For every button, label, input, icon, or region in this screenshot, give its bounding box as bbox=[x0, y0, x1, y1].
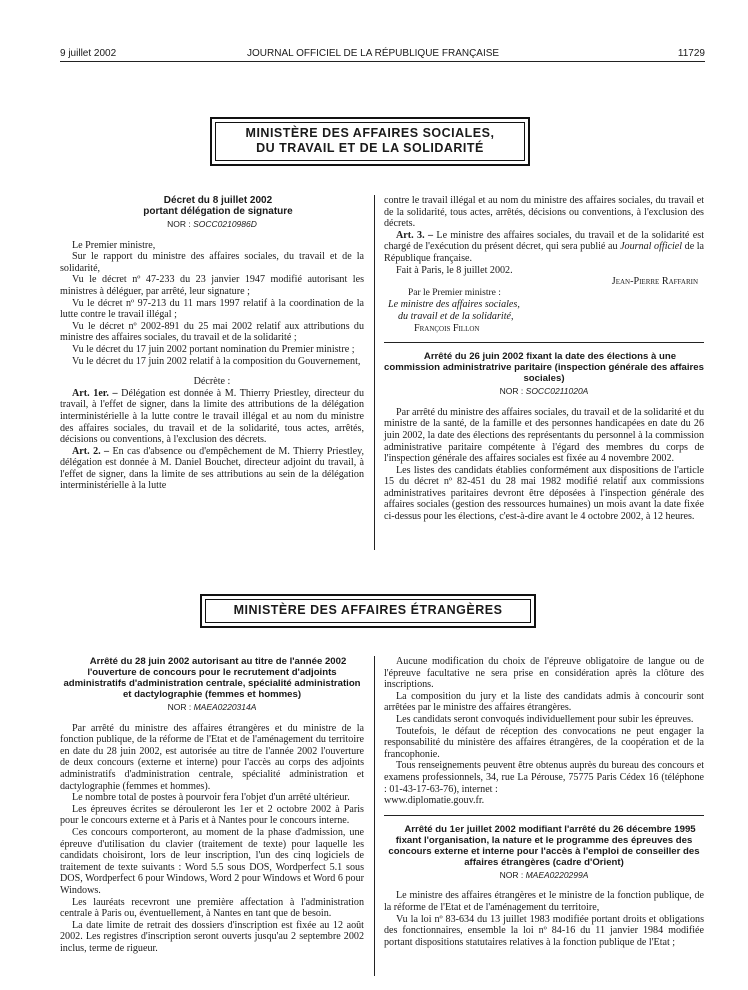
decret-fait: Fait à Paris, le 8 juillet 2002. bbox=[396, 264, 513, 276]
decret-paragraph: Vu le décret nº 2002-891 du 25 mai 2002 relatif aux attributions du ministre des affaires sociales, du travail et de la solidarité ; bbox=[60, 320, 364, 344]
decret-right-column bbox=[384, 195, 704, 523]
decret-title-line2: portant délégation de signature bbox=[143, 206, 293, 217]
decret-article-3: Art. 3. – Le ministre des affaires sociales, du travail et de la solidarité est chargé de l'exécution du présent décret, qui sera publié au Journal officiel de la République française. bbox=[384, 229, 705, 264]
arrete-conseiller-title: Arrêté du 1er juillet 2002 modifiant l'arrêté du 26 décembre 1995 fixant l'organisation, la nature et le programme des épreuves des concours externe et interne pour l'accès à l'emploi de conseiller des affaires étrangères (cadre d'Orient) bbox=[388, 823, 700, 868]
arrete-concours-paragraph: Les candidats seront convoqués individuellement pour subir les épreuves. bbox=[396, 713, 694, 725]
decret-article-1: Art. 1er. – Délégation est donnée à M. Thierry Priestley, directeur du travail, à l'effet de signer, dans la limite des attributions de la délégation interministérielle à la lutte contre le travail illégal et au nom du ministre des affaires sociales, du travail et de la solidarité, tous actes, arrêtés, décisions ou conventions, à l'exclusion des décrets. bbox=[60, 387, 364, 446]
ministry-title: MINISTÈRE DES AFFAIRES ÉTRANGÈRES bbox=[233, 603, 503, 617]
signatory-minister-line1: Le ministre des affaires sociales, bbox=[388, 299, 520, 311]
signatory-par: Par le Premier ministre : bbox=[408, 287, 501, 298]
arrete-conseiller-nor: NOR : MAEA0220299A bbox=[499, 869, 589, 880]
section-separator bbox=[384, 815, 704, 816]
arrete-elections-paragraph: Les listes des candidats établies conformément aux dispositions de l'article 15 du décret nº 82-451 du 28 mai 1982 modifié relatif aux commissions administratives paritaires devront être déposées à l'inspection générale des affaires sociales (gestion des ressources humaines) un mois avant la date fixée ci-dessus pour les élections, c'est-à-dire avant le 4 octobre 2002, à 12 heures. bbox=[384, 464, 704, 523]
ministry-box-social-affairs bbox=[210, 117, 530, 166]
column-divider bbox=[374, 195, 375, 550]
arrete-concours-paragraph: Toutefois, le défaut de réception des convocations ne peut engager la responsabilité du ministère des affaires étrangères, de la coopération et de la francophonie. bbox=[384, 725, 704, 760]
decret-nor: NOR : SOCC0210986D bbox=[167, 219, 257, 229]
arrete-conseiller-paragraph: Le ministre des affaires étrangères et le ministre de la fonction publique, de la réforme de l'Etat et de l'aménagement du territoire, bbox=[384, 890, 704, 913]
decret-title-line1: Décret du 8 juillet 2002 bbox=[163, 195, 273, 206]
arrete-concours-paragraph: Les lauréats recevront une première affectation à l'administration centrale à Paris ou, éventuellement, à Nantes en tant que de besoin. bbox=[60, 896, 364, 920]
signatory-minister-line2: du travail et de la solidarité, bbox=[398, 310, 514, 322]
decret-article-2-continued: contre le travail illégal et au nom du ministre des affaires sociales, du travail et de la solidarité, tous actes, arrêtés, décisions ou conventions, à l'exclusion des décrets. bbox=[384, 195, 704, 230]
arrete-concours-paragraph: La composition du jury et la liste des candidats admis à concourir sont arrêtées par le ministre des affaires étrangères. bbox=[384, 690, 704, 714]
arrete-concours-paragraph: La date limite de retrait des dossiers d'inscription est fixée au 12 août 2002. Les registres d'inscription seront ouverts jusqu'au 2 septembre 2002 inclus, terme de rigueur. bbox=[60, 919, 364, 954]
decret-paragraph: Vu le décret du 17 juin 2002 portant nomination du Premier ministre ; bbox=[72, 343, 355, 355]
arrete-concours-paragraph: Le nombre total de postes à pourvoir fera l'objet d'un arrêté ultérieur. bbox=[72, 792, 350, 804]
ministry-title-line2: DU TRAVAIL ET DE LA SOLIDARITÉ bbox=[256, 141, 484, 155]
arrete-concours-nor: NOR : MAEA0220314A bbox=[167, 702, 257, 712]
arrete-concours-paragraph: Par arrêté du ministre des affaires étrangères et du ministre de la fonction publique, de la réforme de l'Etat et de l'aménagement du territoire en date du 28 juin 2002, est autorisée au titre de l'année 2002 l'ouverture de deux concours (externe et interne) pour l'accès au corps des adjoints administratifs d'administration centrale, spécialité administration et dactylographie (femmes et hommes). bbox=[60, 722, 364, 792]
header-page-number: 11729 bbox=[677, 48, 705, 59]
header-rule bbox=[60, 61, 705, 62]
decret-paragraph: Vu le décret nº 97-213 du 11 mars 1997 relatif à la coordination de la lutte contre le travail illégal ; bbox=[60, 297, 364, 321]
decret-left-column bbox=[60, 195, 364, 492]
header-date: 9 juillet 2002 bbox=[60, 48, 117, 59]
ministry-title-line1: MINISTÈRE DES AFFAIRES SOCIALES, bbox=[245, 126, 495, 140]
ministry-box-foreign-affairs bbox=[200, 594, 536, 628]
arrete-concours-title: Arrêté du 28 juin 2002 autorisant au titre de l'année 2002 l'ouverture de concours pour le recrutement d'adjoints administratifs d'administration centrale, spécialité administration et dactylographie (femmes et hommes) bbox=[63, 656, 361, 700]
arrete-concours-paragraph: Aucune modification du choix de l'épreuve obligatoire de langue ou de l'épreuve facultative ne sera prise en considération après la clôture des inscriptions. bbox=[384, 656, 704, 691]
arrete-elections-nor: NOR : SOCC0211020A bbox=[499, 386, 589, 397]
arrete-concours-paragraph: Les épreuves écrites se dérouleront les 1er et 2 octobre 2002 à Paris pour le concours externe et à Paris et à Nantes pour le concours interne. bbox=[60, 803, 364, 827]
signatory-prime-minister: Jean-Pierre Raffarin bbox=[611, 276, 698, 288]
decret-article-2: Art. 2. – En cas d'absence ou d'empêchement de M. Thierry Priestley, délégation est donnée à M. Daniel Bouchet, directeur adjoint du travail, à l'effet de signer, dans la limite de ses attributions au sein de la délégation interministérielle à la lutte bbox=[60, 445, 364, 492]
arrete-concours-paragraph: Tous renseignements peuvent être obtenus auprès du bureau des concours et examens professionnels, 34, rue La Pérouse, 75775 Paris Cédex 16 (téléphone : 01-43-17-63-76), internet : bbox=[384, 760, 704, 795]
arrete-concours-column bbox=[60, 656, 364, 954]
decret-paragraph: Le Premier ministre, bbox=[72, 239, 156, 251]
arrete-conseiller-paragraph: Vu la loi nº 83-634 du 13 juillet 1983 modifiée portant droits et obligations des fonctionnaires, ensemble la loi nº 84-16 du 11 janvier 1984 modifiée portant dispositions statutaires relatives à la fonction publique de l'Etat ; bbox=[384, 913, 704, 948]
arrete-elections-title: Arrêté du 26 juin 2002 fixant la date des élections à une commission administratrive paritaire (inspection générale des affaires sociales) bbox=[384, 351, 704, 385]
decret-paragraph: Vu le décret nº 47-233 du 23 janvier 1947 modifié autorisant les ministres à déléguer, par arrêté, leur signature ; bbox=[60, 274, 364, 297]
column-divider bbox=[374, 656, 375, 976]
decret-paragraph: Sur le rapport du ministre des affaires sociales, du travail et de la solidarité, bbox=[60, 251, 364, 274]
arrete-concours-paragraph: Ces concours comporteront, au moment de la phase d'admission, une épreuve d'utilisation du clavier (traitement de texte) pour laquelle les candidats choisiront, lors de leur inscription, l'un des cinq logiciels de traitement de texte suivants : Word 5.5 sous DOS, Wordperfect 5.1 sous DOS, Wordperfect 6 pour Windows, Word 2 pour Windows et Word 6 pour Windows. bbox=[60, 826, 364, 896]
decret-paragraph: Vu le décret du 17 juin 2002 relatif à la composition du Gouvernement, bbox=[72, 355, 361, 367]
header-journal: JOURNAL OFFICIEL DE LA RÉPUBLIQUE FRANÇAISE bbox=[247, 48, 500, 59]
signatory-minister-name: François Fillon bbox=[414, 322, 480, 334]
arrete-elections-paragraph: Par arrêté du ministre des affaires sociales, du travail et de la solidarité et du ministre de la santé, de la famille et des personnes handicapées en date du 26 juin 2002, la date des élections des représentants du personnel à la commission administrative paritaire compétente à l'égard des membres du corps de l'inspection générale des affaires sociales est fixée au 4 novembre 2002. bbox=[384, 406, 704, 465]
decret-decrete: Décrète : bbox=[193, 376, 231, 388]
section-separator bbox=[384, 342, 704, 343]
arrete-right-column bbox=[384, 656, 704, 948]
website-link[interactable]: www.diplomatie.gouv.fr. bbox=[384, 795, 485, 807]
